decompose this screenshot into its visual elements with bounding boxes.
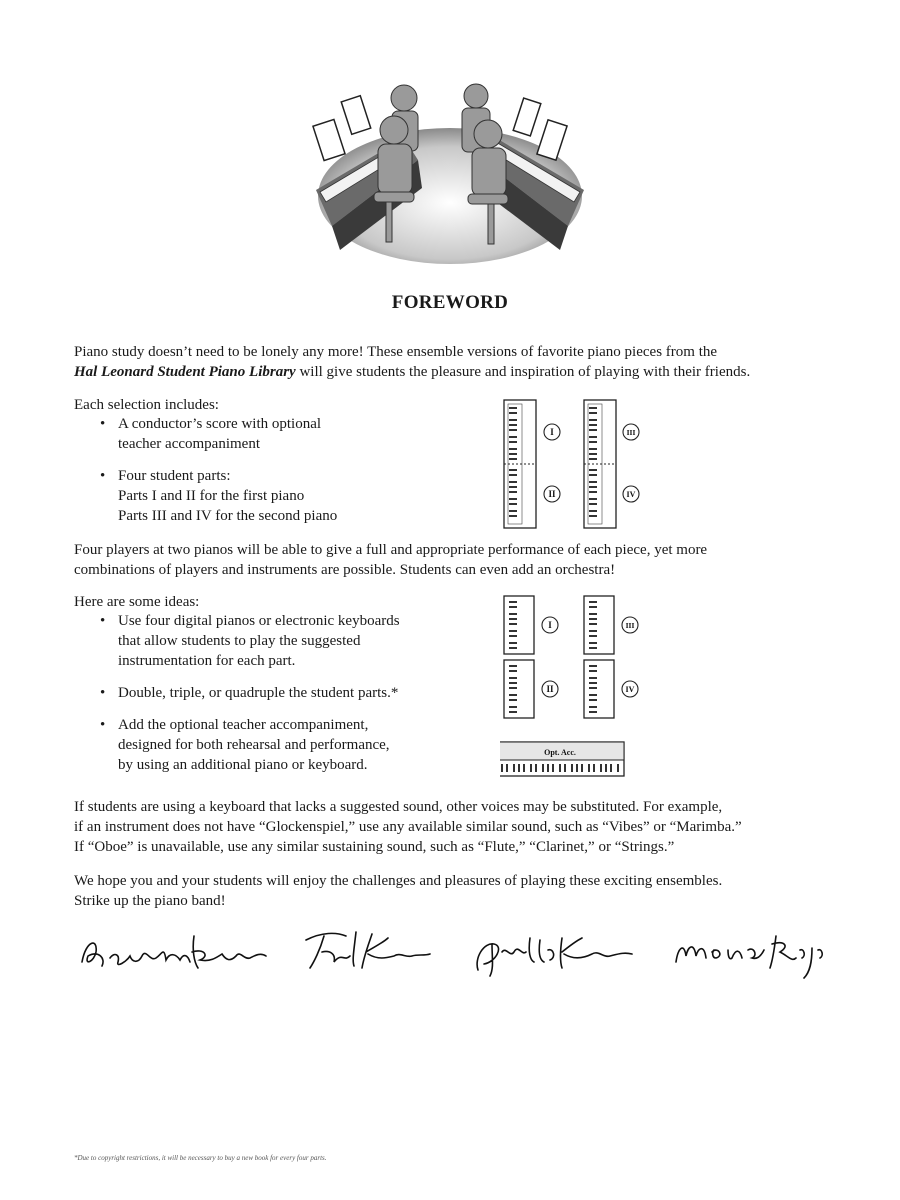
intro-paragraph bbox=[74, 342, 750, 382]
piano-one bbox=[504, 400, 536, 528]
closing-paragraph: We hope you and your students will enjoy the challenges and pleasures of playing these exciting ensembles. Strike up the piano band! bbox=[74, 873, 723, 909]
signature-phillip-keveren bbox=[470, 922, 636, 982]
idea-item-teacher-accompaniment: • Add the optional teacher accompaniment, designed for both rehearsal and performance, by using an additional piano or keyboard. bbox=[100, 717, 390, 773]
selection-item-conductor: • A conductor’s score with optional teacher accompaniment bbox=[100, 416, 322, 452]
signature-fred-kern bbox=[302, 922, 434, 982]
selection-heading: Each selection includes: bbox=[74, 397, 219, 413]
page-title: FOREWORD bbox=[391, 292, 509, 313]
diagram2-label-part-4: IV bbox=[625, 685, 635, 694]
diagram2-label-part-3: III bbox=[625, 621, 635, 630]
keyboard-1 bbox=[504, 596, 534, 654]
substitute-paragraph: If students are using a keyboard that lacks a suggested sound, other voices may be substituted. For example, if an instrument does not have “Glockenspiel,” use any available similar sound, such as “Vibes” or “Marimba.” If “Oboe” is unavailable, use any similar sustaining sound, such as “Flute,” “Clarinet,” or “Strings.” bbox=[74, 799, 742, 855]
diagram1-label-part-1: I bbox=[550, 427, 554, 437]
four-keyboards-diagram bbox=[500, 594, 650, 780]
library-title: Hal Leonard Student Piano Library bbox=[74, 364, 296, 380]
diagram1-label-part-3: III bbox=[626, 428, 636, 437]
signature-mona-rejino bbox=[672, 922, 828, 982]
two-pianos-diagram bbox=[500, 398, 650, 530]
keyboard-2 bbox=[504, 660, 534, 718]
diagram2-label-part-2: II bbox=[546, 684, 554, 694]
ideas-heading: Here are some ideas: bbox=[74, 594, 200, 610]
ideas-list bbox=[100, 611, 400, 775]
selection-item-student-parts: • Four student parts: Parts I and II for the first piano Parts III and IV for the second piano bbox=[100, 468, 338, 524]
players-paragraph: Four players at two pianos will be able to give a full and appropriate performance of each piece, yet more combinations of players and instruments are possible. Students can even add an orchestra! bbox=[74, 542, 708, 578]
idea-item-double-parts: • Double, triple, or quadruple the student parts.* bbox=[100, 685, 399, 701]
piano-two bbox=[584, 400, 616, 528]
intro-line-1: Piano study doesn’t need to be lonely any more! These ensemble versions of favorite piano pieces from the bbox=[74, 344, 718, 360]
intro-line-2: will give students the pleasure and inspiration of playing with their friends. bbox=[295, 364, 751, 380]
optional-accompaniment-keyboard bbox=[500, 742, 624, 776]
diagram1-label-part-4: IV bbox=[626, 490, 636, 499]
footnote: *Due to copyright restrictions, it will be necessary to buy a new book for every four parts. bbox=[74, 1154, 327, 1162]
opt-acc-label: Opt. Acc. bbox=[544, 748, 576, 757]
keyboard-3 bbox=[584, 596, 614, 654]
students-at-pianos-illustration bbox=[312, 78, 588, 266]
diagram1-label-part-2: II bbox=[548, 489, 556, 499]
selection-list bbox=[100, 414, 337, 526]
idea-item-digital-pianos: • Use four digital pianos or electronic keyboards that allow students to play the suggested instrumentation for each part. bbox=[100, 613, 400, 669]
signature-barbara-kreader bbox=[76, 922, 272, 982]
keyboard-4 bbox=[584, 660, 614, 718]
diagram2-label-part-1: I bbox=[548, 620, 552, 630]
